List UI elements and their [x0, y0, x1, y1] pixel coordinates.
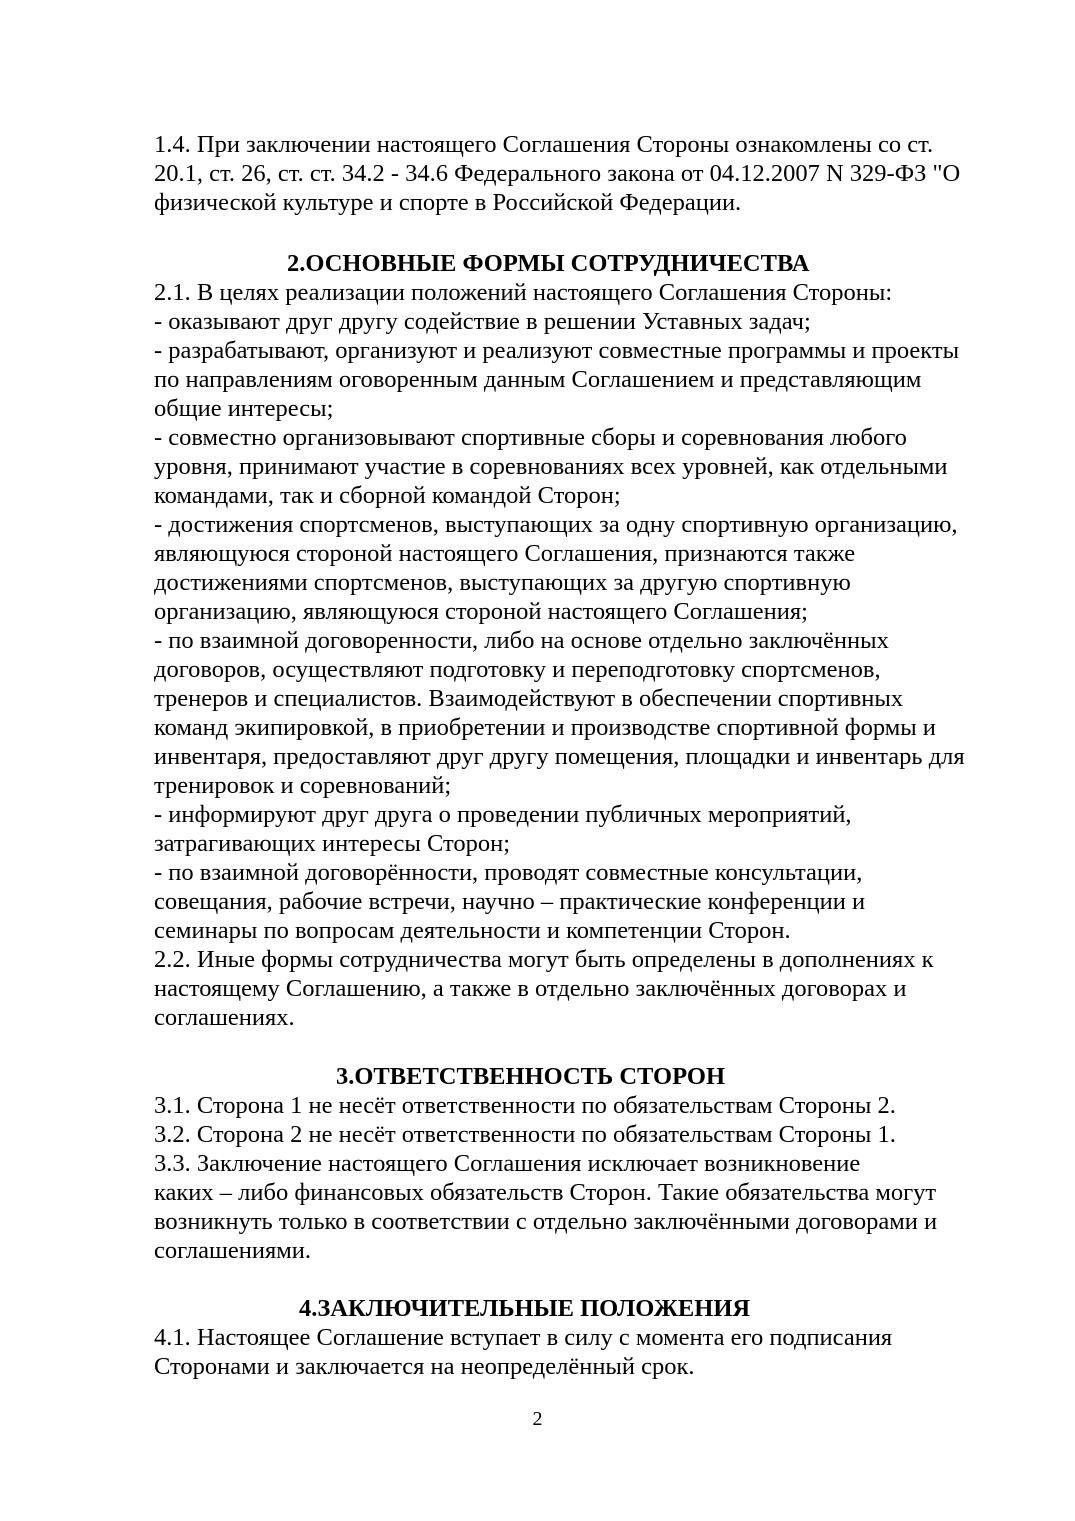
paragraph-1-4-line: 20.1, ст. 26, ст. ст. 34.2 - 34.6 Федерального закона от 04.12.2007 N 329-ФЗ "О — [154, 160, 961, 187]
section-2-line: тренировок и соревнований; — [154, 772, 452, 799]
section-4-heading: 4.ЗАКЛЮЧИТЕЛЬНЫЕ ПОЛОЖЕНИЯ — [299, 1295, 751, 1322]
section-2-line: затрагивающих интересы Сторон; — [154, 830, 511, 857]
section-2-line: командами, так и сборной командой Сторон; — [154, 482, 621, 509]
section-2-line: уровня, принимают участие в соревнованиях всех уровней, как отдельными — [154, 453, 948, 480]
section-2-line: являющуюся стороной настоящего Соглашения, признаются также — [154, 540, 856, 567]
section-2-heading: 2.ОСНОВНЫЕ ФОРМЫ СОТРУДНИЧЕСТВА — [287, 250, 810, 277]
paragraph-1-4-line: 1.4. При заключении настоящего Соглашения Стороны ознакомлены со ст. — [154, 131, 934, 158]
section-2-line: по направлениям оговоренным данным Соглашением и представляющим — [154, 366, 922, 393]
section-4-line: Сторонами и заключается на неопределённый срок. — [154, 1353, 695, 1380]
section-2-line: - информируют друг друга о проведении публичных мероприятий, — [154, 801, 852, 828]
section-2-line: настоящему Соглашению, а также в отдельно заключённых договорах и — [154, 975, 907, 1002]
section-2-line: 2.1. В целях реализации положений настоящего Соглашения Стороны: — [154, 279, 893, 306]
section-2-line: организацию, являющуюся стороной настоящего Соглашения; — [154, 598, 808, 625]
section-2-line: соглашениях. — [154, 1004, 295, 1031]
section-2-line: общие интересы; — [154, 395, 334, 422]
section-2-line: тренеров и специалистов. Взаимодействуют в обеспечении спортивных — [154, 685, 904, 712]
section-2-line: - разрабатывают, организуют и реализуют совместные программы и проекты — [154, 337, 960, 364]
section-2-line: команд экипировкой, в приобретении и производстве спортивной формы и — [154, 714, 936, 741]
section-3-line: возникнуть только в соответствии с отдельно заключёнными договорами и — [154, 1208, 938, 1235]
paragraph-1-4-line: физической культуре и спорте в Российской Федерации. — [154, 189, 742, 216]
section-2-line: семинары по вопросам деятельности и компетенции Сторон. — [154, 917, 791, 944]
section-2-line: - по взаимной договорённости, проводят совместные консультации, — [154, 859, 863, 886]
section-2-line: - по взаимной договоренности, либо на основе отдельно заключённых — [154, 627, 889, 654]
section-4-line: 4.1. Настоящее Соглашение вступает в силу с момента его подписания — [154, 1324, 893, 1351]
section-2-line: совещания, рабочие встречи, научно – практические конференции и — [154, 888, 866, 915]
section-3-line: каких – либо финансовых обязательств Сторон. Такие обязательства могут — [154, 1179, 937, 1206]
section-3-heading: 3.ОТВЕТСТВЕННОСТЬ СТОРОН — [336, 1063, 726, 1090]
section-2-line: - совместно организовывают спортивные сборы и соревнования любого — [154, 424, 907, 451]
section-3-line: 3.3. Заключение настоящего Соглашения исключает возникновение — [154, 1150, 861, 1177]
section-2-line: инвентаря, предоставляют друг другу помещения, площадки и инвентарь для — [154, 743, 965, 770]
section-2-line: - достижения спортсменов, выступающих за одну спортивную организацию, — [154, 511, 958, 538]
section-2-line: 2.2. Иные формы сотрудничества могут быть определены в дополнениях к — [154, 946, 934, 973]
section-2-line: - оказывают друг другу содействие в решении Уставных задач; — [154, 308, 811, 335]
section-2-line: договоров, осуществляют подготовку и переподготовку спортсменов, — [154, 656, 881, 683]
page-number: 2 — [532, 1408, 543, 1430]
section-3-line: соглашениями. — [154, 1237, 312, 1264]
section-3-line: 3.2. Сторона 2 не несёт ответственности по обязательствам Стороны 1. — [154, 1121, 896, 1148]
section-2-line: достижениями спортсменов, выступающих за другую спортивную — [154, 569, 851, 596]
section-3-line: 3.1. Сторона 1 не несёт ответственности по обязательствам Стороны 2. — [154, 1092, 896, 1119]
